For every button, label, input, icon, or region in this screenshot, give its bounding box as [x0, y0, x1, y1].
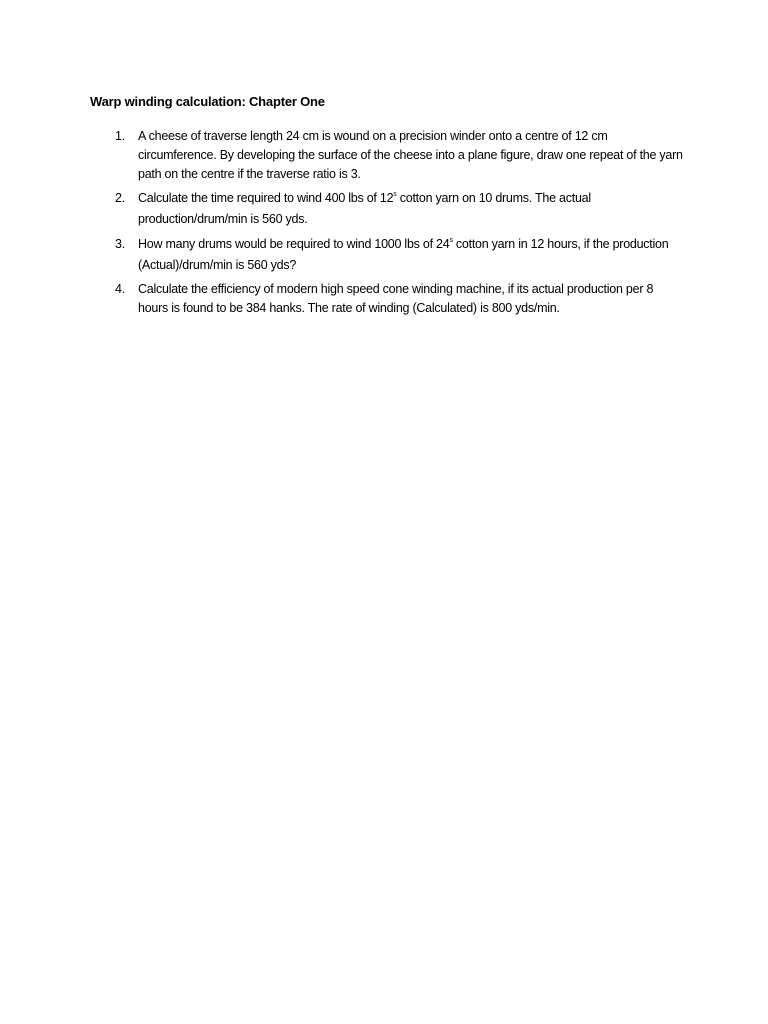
question-text-part: cotton yarn on 10 drums. The actual production/drum/min is 560 yds.: [138, 191, 591, 226]
question-number: 1.: [115, 129, 125, 143]
question-text-part: cotton yarn in 12 hours, if the production (Actual)/drum/min is 560 yds?: [138, 237, 669, 272]
yarn-count-superscript: s: [449, 237, 453, 244]
question-text: [138, 191, 591, 226]
question-text: A cheese of traverse length 24 cm is wound on a precision winder onto a centre of 12 cm circumference. By developing the surface of the cheese into a plane figure, draw one repeat of the yarn path on the centre if the traverse ratio is 3.: [138, 129, 683, 181]
question-text: Calculate the efficiency of modern high speed cone winding machine, if its actual production per 8 hours is found to be 384 hanks. The rate of winding (Calculated) is 800 yds/min.: [138, 282, 654, 315]
question-item-4: [115, 280, 685, 318]
question-list: [115, 127, 685, 322]
question-text-part: How many drums would be required to wind 1000 lbs of 24: [138, 237, 450, 251]
question-item-1: [115, 127, 685, 184]
yarn-count-superscript: s: [393, 191, 397, 198]
document-title: Warp winding calculation: Chapter One: [90, 94, 325, 109]
question-number: 3.: [115, 237, 125, 251]
question-text-part: Calculate the time required to wind 400 lbs of 12: [138, 191, 394, 205]
question-item-3: [115, 234, 685, 276]
question-item-2: [115, 188, 685, 230]
question-number: 2.: [115, 191, 125, 205]
question-number: 4.: [115, 282, 125, 296]
question-text: [138, 237, 668, 272]
